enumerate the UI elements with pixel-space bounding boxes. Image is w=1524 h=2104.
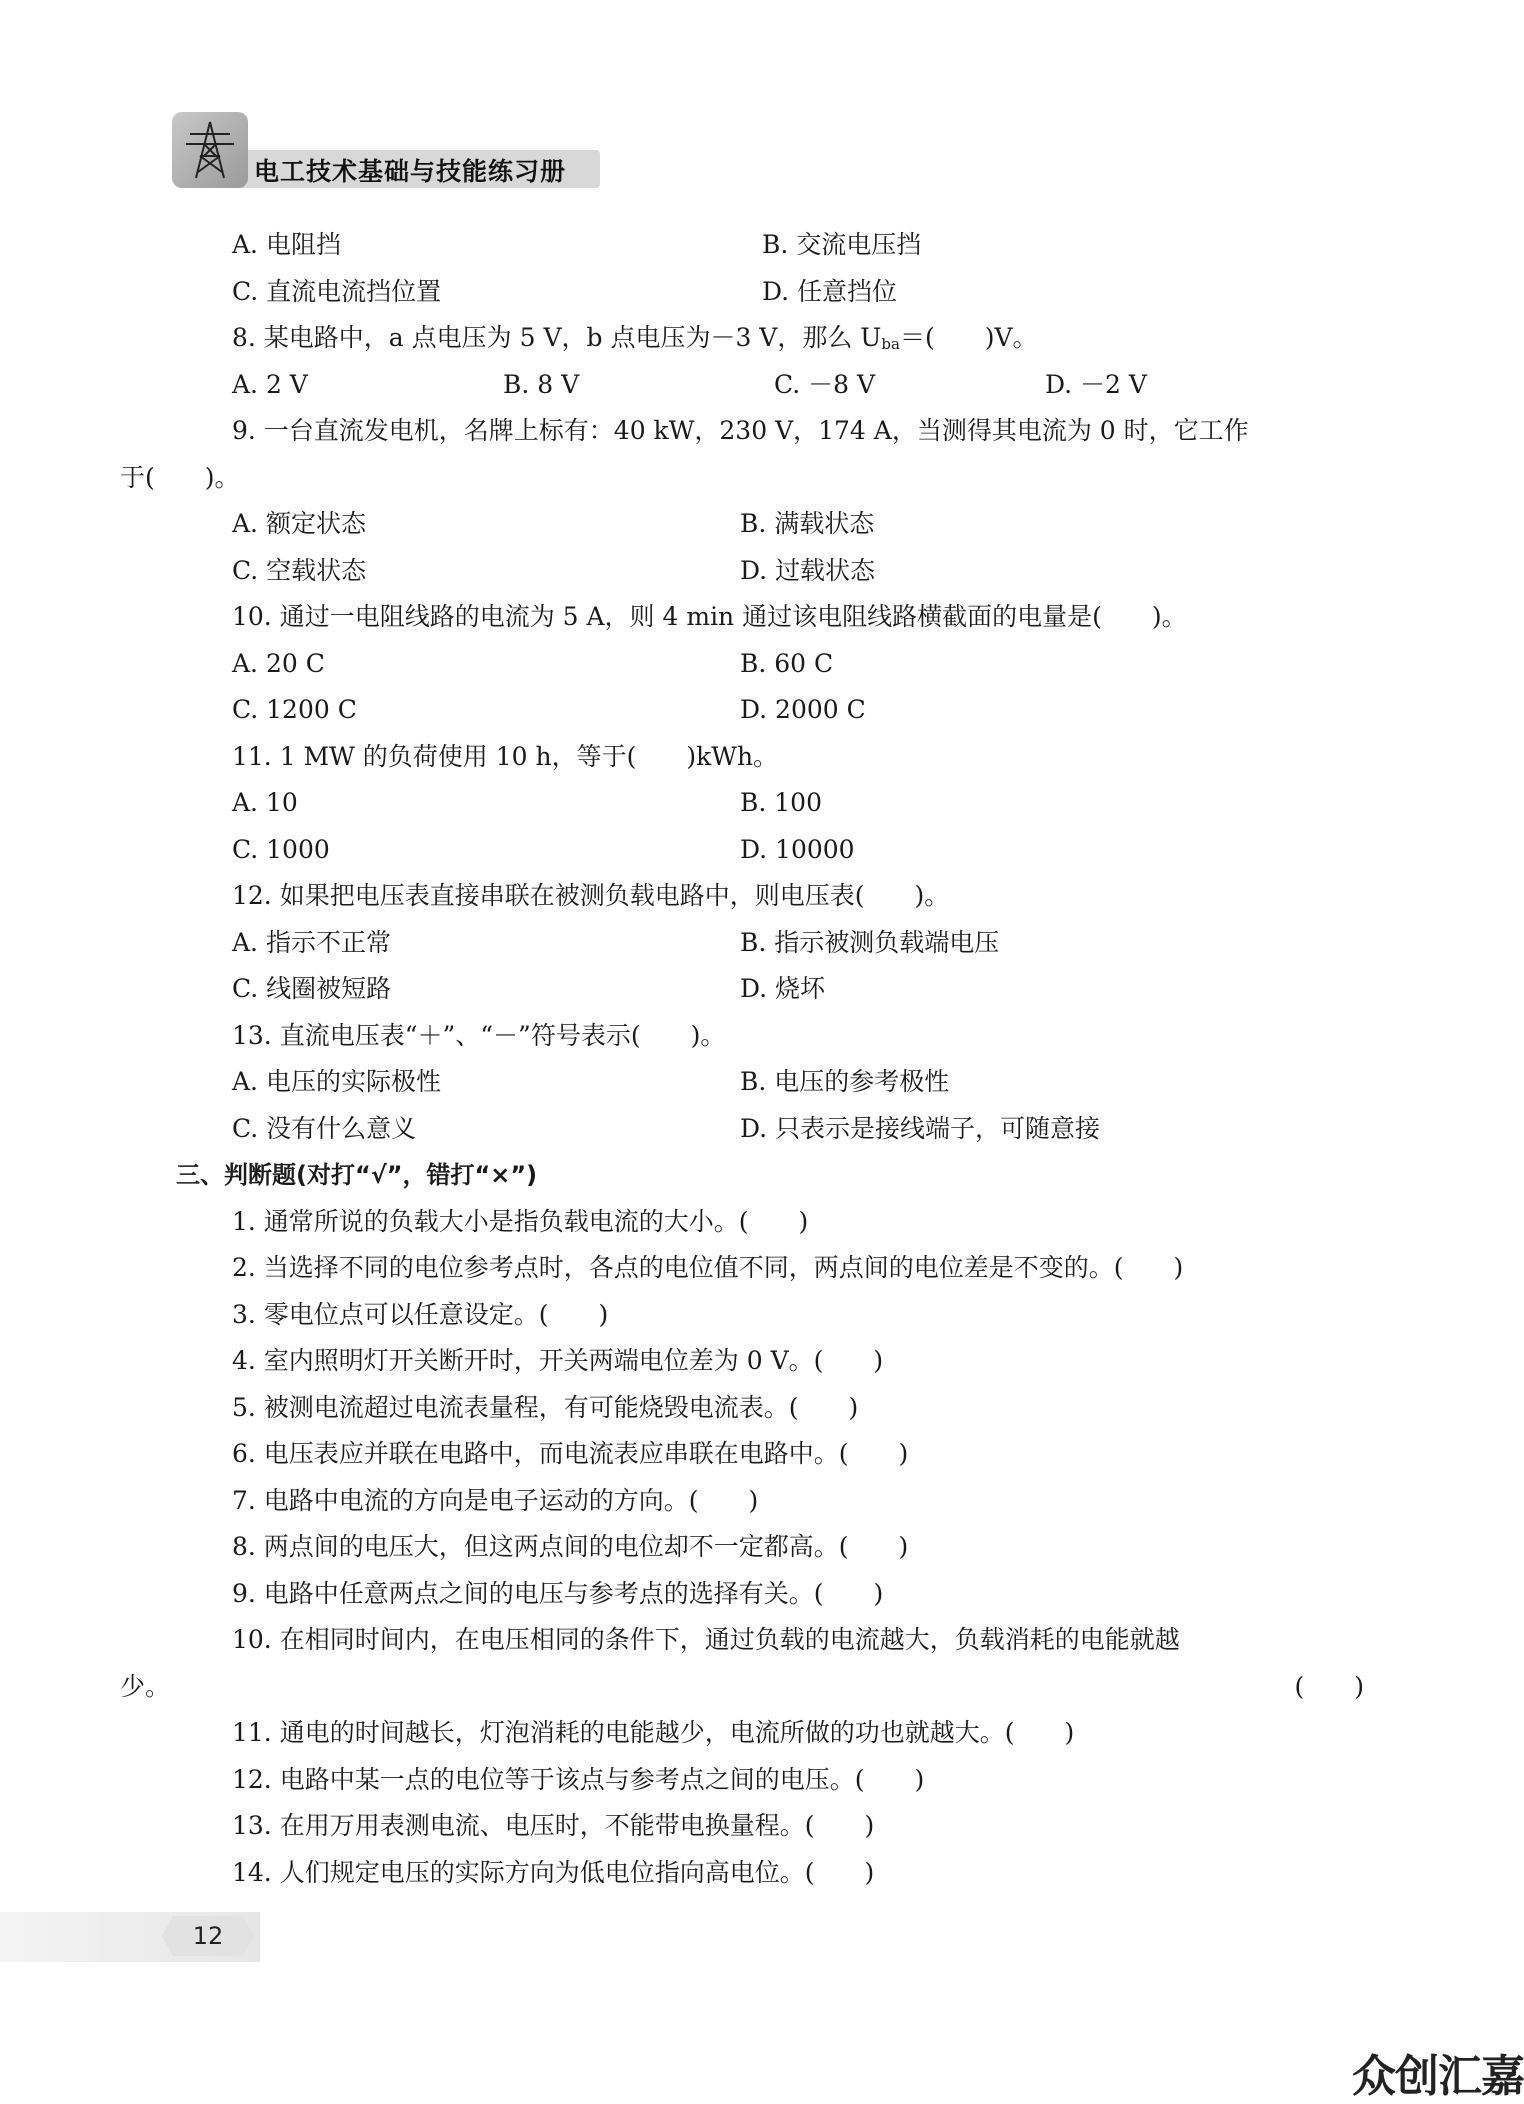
q12-options-row1 <box>176 920 1316 967</box>
judgement-1: 1. 通常所说的负载大小是指负载电流的大小。( ) <box>232 1206 809 1236</box>
power-tower-icon <box>172 112 248 188</box>
q9-option-a: A. 额定状态 <box>232 509 366 538</box>
q9-options-row2 <box>176 548 1316 595</box>
q10-options-row2 <box>176 687 1316 734</box>
q7-option-d: D. 任意挡位 <box>762 276 898 306</box>
q11-option-b: B. 100 <box>740 788 822 817</box>
question-9-line2: 于( )。 <box>120 462 240 492</box>
judgement-10-line2 <box>120 1664 1364 1711</box>
q13-option-d: D. 只表示是接线端子，可随意接 <box>740 1113 1101 1143</box>
question-12: 12. 如果把电压表直接串联在被测负载电路中，则电压表( )。 <box>232 881 950 910</box>
q11-option-d: D. 10000 <box>740 834 855 864</box>
q8-text: 8. 某电路中，a 点电压为 5 V，b 点电压为－3 V，那么 U <box>232 323 882 352</box>
judgement-3: 3. 零电位点可以任意设定。( ) <box>232 1299 609 1329</box>
q8-text-end: ＝( )V。 <box>899 323 1038 352</box>
q8-subscript: ba <box>881 335 900 353</box>
q8-option-d: D. －2 V <box>1045 369 1147 399</box>
judgement-10-line1: 10. 在相同时间内，在电压相同的条件下，通过负载的电流越大，负载消耗的电能就越 <box>232 1625 1180 1654</box>
question-8 <box>176 315 1316 362</box>
q12-option-a: A. 指示不正常 <box>232 927 391 957</box>
q11-options-row2 <box>176 827 1316 874</box>
watermark-logo: 众创汇嘉 <box>1352 2051 1524 2102</box>
judgement-10-paren: ( ) <box>1294 1671 1364 1701</box>
q8-option-b: B. 8 V <box>503 369 580 399</box>
q13-option-c: C. 没有什么意义 <box>232 1113 417 1143</box>
q12-option-d: D. 烧坏 <box>740 974 826 1003</box>
q9-option-b: B. 满载状态 <box>740 509 875 538</box>
question-13: 13. 直流电压表“＋”、“－”符号表示( )。 <box>232 1020 726 1050</box>
q7-option-b: B. 交流电压挡 <box>762 230 922 259</box>
judgement-12: 12. 电路中某一点的电位等于该点与参考点之间的电压。( ) <box>232 1764 925 1794</box>
question-9-line1: 9. 一台直流发电机，名牌上标有：40 kW，230 V，174 A，当测得其电流为 0 时，它工作 <box>232 416 1249 445</box>
page-content <box>120 222 1364 1896</box>
q10-option-c: C. 1200 C <box>232 695 357 724</box>
q8-option-c: C. －8 V <box>774 369 876 399</box>
running-header <box>172 112 602 188</box>
question-10: 10. 通过一电阻线路的电流为 5 A，则 4 min 通过该电阻线路横截面的电量是( )。 <box>232 602 1187 631</box>
judgement-2: 2. 当选择不同的电位参考点时，各点的电位值不同，两点间的电位差是不变的。( ) <box>232 1253 1184 1282</box>
q13-option-b: B. 电压的参考极性 <box>740 1067 950 1096</box>
question-11: 11. 1 MW 的负荷使用 10 h，等于( )kWh。 <box>232 741 779 771</box>
judgement-13: 13. 在用万用表测电流、电压时，不能带电换量程。( ) <box>232 1811 875 1840</box>
q9-option-d: D. 过载状态 <box>740 555 876 585</box>
q11-option-a: A. 10 <box>232 788 298 817</box>
q12-option-c: C. 线圈被短路 <box>232 974 392 1003</box>
judgement-11: 11. 通电的时间越长，灯泡消耗的电能越少，电流所做的功也就越大。( ) <box>232 1718 1075 1747</box>
q12-option-b: B. 指示被测负载端电压 <box>740 927 1000 957</box>
judgement-10-text-end: 少。 <box>120 1671 171 1701</box>
q11-option-c: C. 1000 <box>232 834 330 864</box>
judgement-8: 8. 两点间的电压大，但这两点间的电位却不一定都高。( ) <box>232 1532 909 1561</box>
judgement-9: 9. 电路中任意两点之间的电压与参考点的选择有关。( ) <box>232 1578 884 1608</box>
book-title: 电工技术基础与技能练习册 <box>254 157 567 186</box>
q8-options <box>176 362 1316 409</box>
q10-option-d: D. 2000 C <box>740 695 866 724</box>
q13-option-a: A. 电压的实际极性 <box>232 1067 441 1096</box>
q10-option-b: B. 60 C <box>740 648 834 678</box>
q9-options-row1 <box>176 501 1316 548</box>
section-heading-judgement: 三、判断题(对打“√”，错打“×”) <box>176 1161 538 1189</box>
q13-options-row1 <box>176 1059 1316 1106</box>
q8-option-a: A. 2 V <box>232 369 308 399</box>
judgement-4: 4. 室内照明灯开关断开时，开关两端电位差为 0 V。( ) <box>232 1346 884 1375</box>
judgement-6: 6. 电压表应并联在电路中，而电流表应串联在电路中。( ) <box>232 1439 909 1468</box>
q7-options-row2 <box>176 269 1316 316</box>
q10-options-row1 <box>176 641 1316 688</box>
judgement-5: 5. 被测电流超过电流表量程，有可能烧毁电流表。( ) <box>232 1392 859 1422</box>
q13-options-row2 <box>176 1106 1316 1153</box>
q7-option-a: A. 电阻挡 <box>232 230 341 259</box>
q7-option-c: C. 直流电流挡位置 <box>232 276 442 306</box>
q9-option-c: C. 空载状态 <box>232 555 367 585</box>
page-number: 12 <box>192 1922 224 1950</box>
q10-option-a: A. 20 C <box>232 648 325 678</box>
q11-options-row1 <box>176 780 1316 827</box>
q7-options-row1 <box>176 222 1316 269</box>
q12-options-row2 <box>176 966 1316 1013</box>
judgement-7: 7. 电路中电流的方向是电子运动的方向。( ) <box>232 1485 759 1515</box>
judgement-14: 14. 人们规定电压的实际方向为低电位指向高电位。( ) <box>232 1857 875 1887</box>
